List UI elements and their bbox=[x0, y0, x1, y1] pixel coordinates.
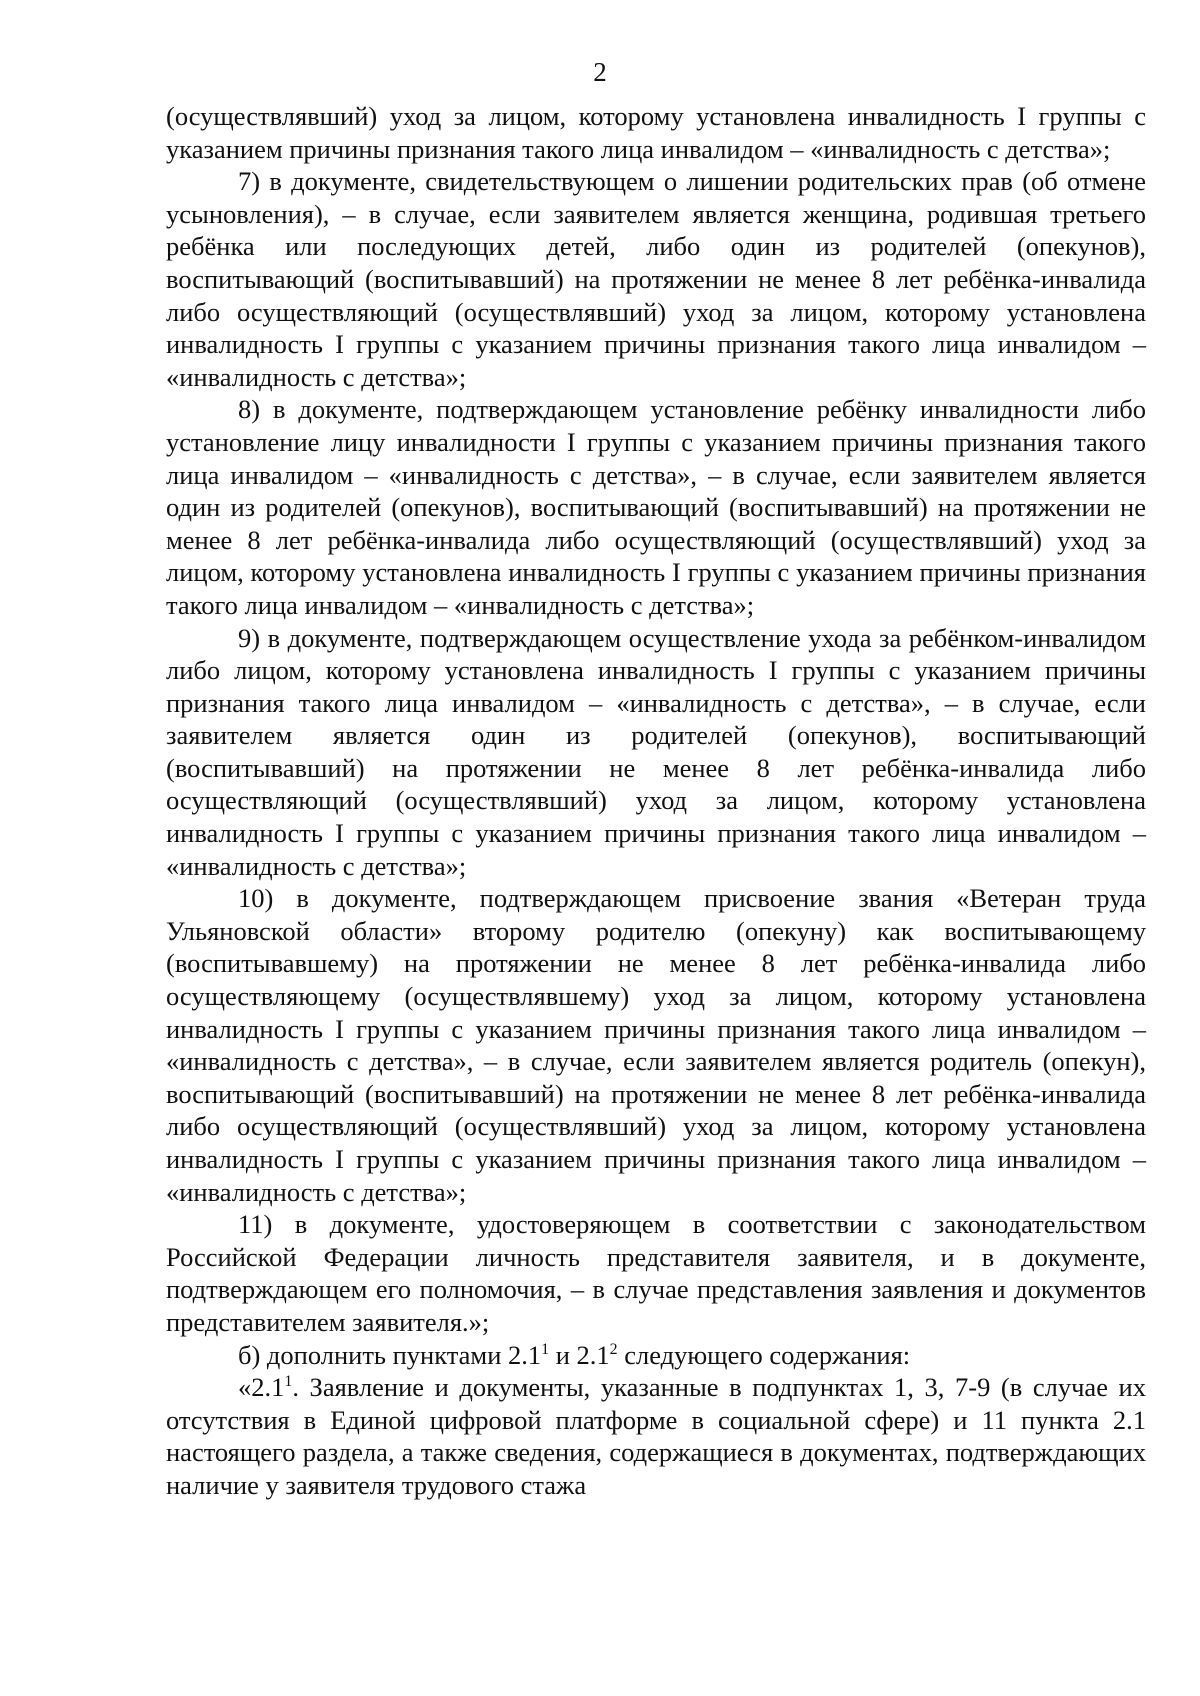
paragraph-item-11: 11) в документе, удостоверяющем в соответствии с законодательством Российской Федерации личность представителя заявителя, и в документе, подтверждающем его полномочия, – в случае представления заявления и документов представителем заявителя.»; bbox=[166, 1209, 1146, 1337]
page-number: 2 bbox=[593, 57, 607, 87]
paragraph-b bbox=[166, 1339, 1146, 1372]
paragraph-item-9: 9) в документе, подтверждающем осуществление ухода за ребёнком-инвалидом либо лицом, которому установлена инвалидность I группы с указанием причины признания такого лица инвалидом – «инвалидность с детства», – в случае, если заявителем является один из родителей (опекунов), воспитывающий (воспитывавший) на протяжении не менее 8 лет ребёнка-инвалида либо осуществляющий (осуществлявший) уход за лицом, которому установлена инвалидность I группы с указанием причины признания такого лица инвалидом – «инвалидность с детства»; bbox=[166, 622, 1146, 881]
paragraph-b-text-end: следующего содержания: bbox=[617, 1339, 911, 1370]
document-body bbox=[166, 100, 1146, 1502]
superscript: 1 bbox=[541, 1340, 550, 1358]
paragraph-item-8: 8) в документе, подтверждающем установление ребёнку инвалидности либо установление лицу инвалидности I группы с указанием причины признания такого лица инвалидом – «инвалидность с детства», – в случае, если заявителем является один из родителей (опекунов), воспитывающий (воспитывавший) на протяжении не менее 8 лет ребёнка-инвалида либо осуществляющий (осуществлявший) уход за лицом, которому установлена инвалидность I группы с указанием причины признания такого лица инвалидом – «инвалидность с детства»; bbox=[166, 394, 1146, 620]
paragraph-2-1-1-text: . Заявление и документы, указанные в подпунктах 1, 3, 7-9 (в случае их отсутствия в Единой цифровой платформе в социальной сфере) и 11 пункта 2.1 настоящего раздела, а также сведения, содержащиеся в документах, подтверждающих наличие у заявителя трудового стажа bbox=[166, 1372, 1146, 1500]
paragraph-continuation: (осуществлявший) уход за лицом, которому установлена инвалидность I группы с указанием причины признания такого лица инвалидом – «инвалидность с детства»; bbox=[166, 101, 1146, 164]
paragraph-b-text-start: б) дополнить пунктами 2.1 bbox=[238, 1339, 542, 1370]
superscript: 1 bbox=[284, 1373, 293, 1391]
paragraph-2-1-1 bbox=[166, 1371, 1146, 1501]
paragraph-b-text-middle: и 2.1 bbox=[549, 1339, 610, 1370]
paragraph-item-7: 7) в документе, свидетельствующем о лишении родительских прав (об отмене усыновления), – в случае, если заявителем является женщина, родившая третьего ребёнка или последующих детей, либо один из родителей (опекунов), воспитывающий (воспитывавший) на протяжении не менее 8 лет ребёнка-инвалида либо осуществляющий (осуществлявший) уход за лицом, которому установлена инвалидность I группы с указанием причины признания такого лица инвалидом – «инвалидность с детства»; bbox=[166, 166, 1146, 392]
paragraph-2-1-1-number: «2.1 bbox=[238, 1372, 285, 1403]
superscript: 2 bbox=[609, 1340, 618, 1358]
paragraph-item-10: 10) в документе, подтверждающем присвоение звания «Ветеран труда Ульяновской области» второму родителю (опекуну) как воспитывающему (воспитывавшему) на протяжении не менее 8 лет ребёнка-инвалида либо осуществляющему (осуществлявшему) уход за лицом, которому установлена инвалидность I группы с указанием причины признания такого лица инвалидом – «инвалидность с детства», – в случае, если заявителем является родитель (опекун), воспитывающий (воспитывавший) на протяжении не менее 8 лет ребёнка-инвалида либо осуществляющий (осуществлявший) уход за лицом, которому установлена инвалидность I группы с указанием причины признания такого лица инвалидом – «инвалидность с детства»; bbox=[166, 883, 1146, 1207]
